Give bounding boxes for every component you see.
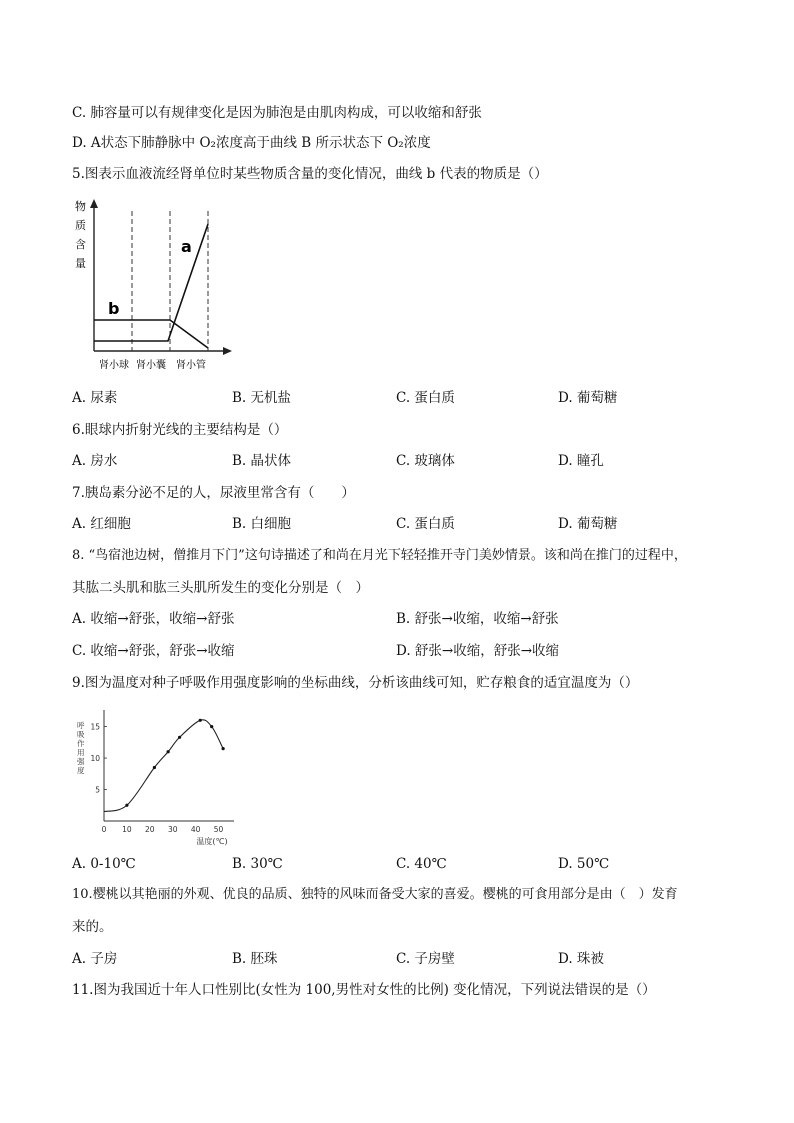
q8-option-c: C. 收缩→舒张，舒张→收缩 [72,643,235,659]
q5-option-c: C. 蛋白质 [396,390,455,406]
q9-x-tick-5: 50 [213,825,224,834]
q5-xlabel-3: 肾小管 [176,360,206,371]
q7-option-d: D. 葡萄糖 [558,516,618,532]
q9-xlabel: 温度(℃) [196,837,228,846]
q5-xlabel-1: 肾小球 [99,360,129,371]
q5-x-axis-arrow [223,347,232,355]
q8-option-a: A. 收缩→舒张，收缩→舒张 [72,611,235,627]
q9-data-point-7 [222,747,225,750]
q5-option-b: B. 无机盐 [232,390,292,406]
q9-data-point-2 [153,766,156,769]
q11-stem: 11.图为我国近十年人口性别比(女性为 100,男性对女性的比例) 变化情况，下列说法错误的是（） [72,982,656,998]
q8-stem-line1: 8. “鸟宿池边树，僧推月下门”这句诗描述了和尚在月光下轻轻推开寺门美妙情景。该和尚在推门的过程中， [72,548,687,563]
q6-option-d: D. 瞳孔 [558,453,604,469]
q9-y-tick-2: 15 [90,722,100,732]
q9-ylabel-4: 用 [77,748,85,757]
q10-option-d: D. 珠被 [558,951,604,967]
q5-y-axis-arrow [90,199,98,208]
q5-ylabel-3: 含 [75,238,86,251]
q9-respiration-chart [72,706,242,850]
q5-option-a: A. 尿素 [72,390,118,406]
q6-option-c: C. 玻璃体 [396,453,455,469]
q9-data-point-1 [125,804,128,807]
q5-ylabel-2: 质 [75,219,86,232]
q9-ylabel-1: 呼 [77,721,85,730]
q9-data-point-4 [178,736,181,739]
q9-x-tick-2: 20 [145,825,155,834]
q5-ylabel-1: 物 [75,200,86,213]
q9-x-tick-1: 10 [122,825,132,834]
q5-curve-b-label: b [108,299,120,318]
q5-curve-b [94,320,208,348]
q8-option-b: B. 舒张→收缩，收缩→舒张 [396,611,559,627]
q6-option-a: A. 房水 [72,453,118,469]
q9-option-a: A. 0-10℃ [72,856,136,872]
q9-data-point-5 [199,719,202,722]
q9-data-point-6 [210,725,213,728]
q9-x-tick-3: 30 [167,825,178,834]
q7-option-c: C. 蛋白质 [396,516,455,532]
q5-curve-a-label: a [181,237,192,256]
q10-option-c: C. 子房壁 [396,951,455,967]
q9-option-c: C. 40℃ [396,856,447,872]
q9-x-tick-0: 0 [101,825,107,834]
q10-stem-line1: 10.樱桃以其艳丽的外观、优良的品质、独特的风味而备受大家的喜爱。樱桃的可食用部分是由（ ）发育 [72,887,678,902]
q5-xlabel-2: 肾小囊 [136,360,166,371]
q9-option-d: D. 50℃ [558,856,610,872]
q10-stem-line2: 来的。 [72,919,113,935]
q9-ylabel-6: 度 [77,766,85,775]
q7-option-a: A. 红细胞 [72,516,131,532]
q9-x-tick-4: 40 [190,825,201,834]
q10-option-b: B. 胚珠 [232,951,278,967]
q9-ylabel-3: 作 [77,739,85,748]
q5-kidney-chart [72,196,242,376]
q9-data-point-3 [167,750,170,753]
q5-option-d: D. 葡萄糖 [558,390,618,406]
q6-stem: 6.眼球内折射光线的主要结构是（） [72,422,288,438]
q5-ylabel-4: 量 [75,257,86,270]
q6-option-b: B. 晶状体 [232,453,292,469]
q10-option-a: A. 子房 [72,951,118,967]
q9-y-tick-0: 5 [95,785,100,795]
q8-option-d: D. 舒张→收缩，舒张→收缩 [396,643,560,659]
q7-stem: 7.胰岛素分泌不足的人，尿液里常含有（ ） [72,485,355,501]
q9-stem: 9.图为温度对种子呼吸作用强度影响的坐标曲线，分析该曲线可知，贮存粮食的适宜温度为（） [72,675,639,691]
q5-stem: 5.图表示血液流经肾单位时某些物质含量的变化情况，曲线 b 代表的物质是（） [72,166,548,182]
q7-option-b: B. 白细胞 [232,516,292,532]
q9-ylabel-2: 吸 [77,730,85,739]
q4-option-d: D. A状态下肺静脉中 O₂浓度高于曲线 B 所示状态下 O₂浓度 [72,135,431,151]
q8-stem-line2: 其肱二头肌和肱三头肌所发生的变化分别是（ ） [72,580,369,596]
q4-option-c: C. 肺容量可以有规律变化是因为肺泡是由肌肉构成，可以收缩和舒张 [72,105,482,121]
q9-ylabel-5: 强 [77,757,85,766]
q9-y-tick-1: 10 [90,754,100,764]
q9-curve [104,720,223,812]
q9-option-b: B. 30℃ [232,856,283,872]
